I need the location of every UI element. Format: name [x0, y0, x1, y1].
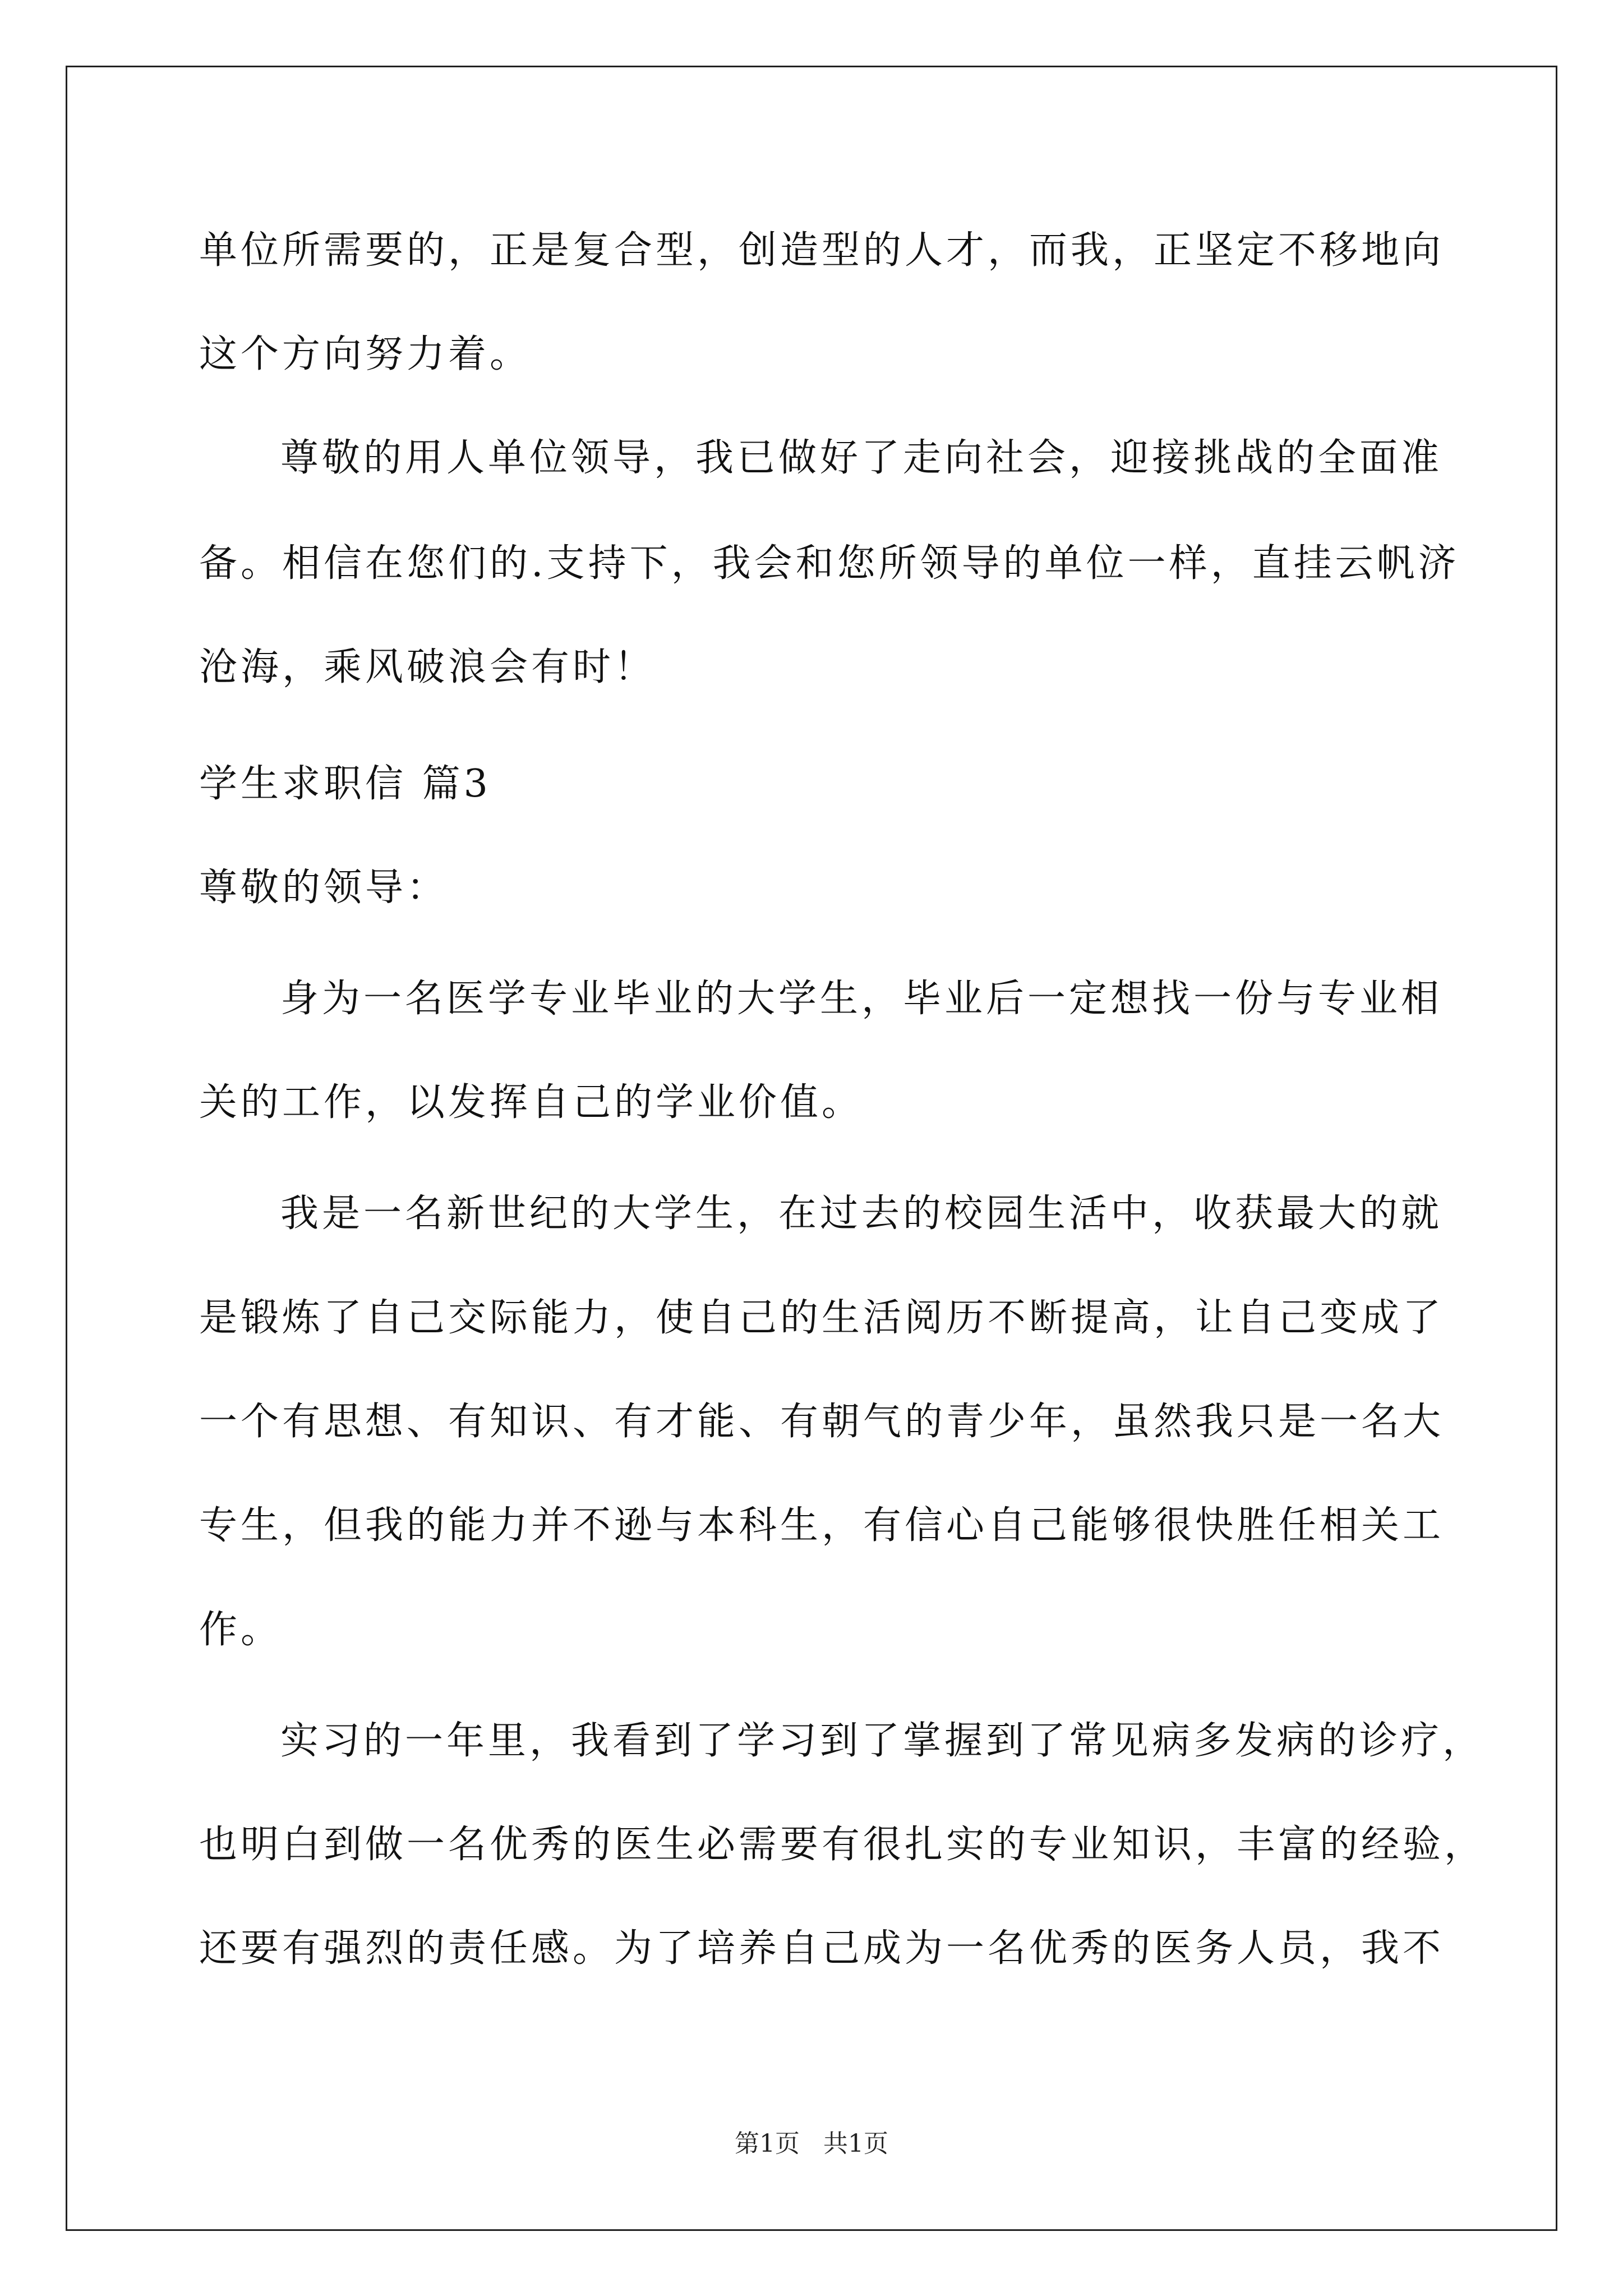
- page-footer: 第1页 共1页: [735, 2129, 888, 2158]
- section-heading: 学生求职信 篇3: [199, 762, 491, 806]
- text-line: 尊敬的用人单位领导，我已做好了走向社会，迎接挑战的全面准: [280, 436, 1443, 480]
- text-line: 关的工作，以发挥自己的学业价值。: [199, 1080, 864, 1125]
- text-line: 这个方向努力着。: [199, 332, 532, 376]
- page-border: [66, 66, 1557, 2231]
- text-line: 也明白到做一名优秀的医生必需要有很扎实的专业知识，丰富的经验，: [199, 1823, 1486, 1867]
- text-line: 是锻炼了自己交际能力，使自己的生活阅历不断提高，让自己变成了: [199, 1296, 1445, 1340]
- text-line: 一个有思想、有知识、有才能、有朝气的青少年，虽然我只是一名大: [199, 1400, 1445, 1444]
- text-line: 单位所需要的，正是复合型，创造型的人才，而我，正坚定不移地向: [199, 228, 1445, 273]
- text-line: 备。相信在您们的.支持下，我会和您所领导的单位一样，直挂云帆济: [199, 541, 1460, 586]
- text-line: 我是一名新世纪的大学生，在过去的校园生活中，收获最大的就: [280, 1191, 1443, 1236]
- text-line: 沧海，乘风破浪会有时！: [199, 645, 656, 689]
- text-line: 作。: [199, 1608, 283, 1652]
- text-line: 实习的一年里，我看到了学习到了掌握到了常见病多发病的诊疗，: [280, 1719, 1484, 1763]
- salutation: 尊敬的领导：: [199, 866, 449, 910]
- text-line: 还要有强烈的责任感。为了培养自己成为一名优秀的医务人员，我不: [199, 1926, 1445, 1971]
- text-line: 专生，但我的能力并不逊与本科生，有信心自己能够很快胜任相关工: [199, 1503, 1445, 1548]
- text-line: 身为一名医学专业毕业的大学生，毕业后一定想找一份与专业相: [280, 977, 1443, 1021]
